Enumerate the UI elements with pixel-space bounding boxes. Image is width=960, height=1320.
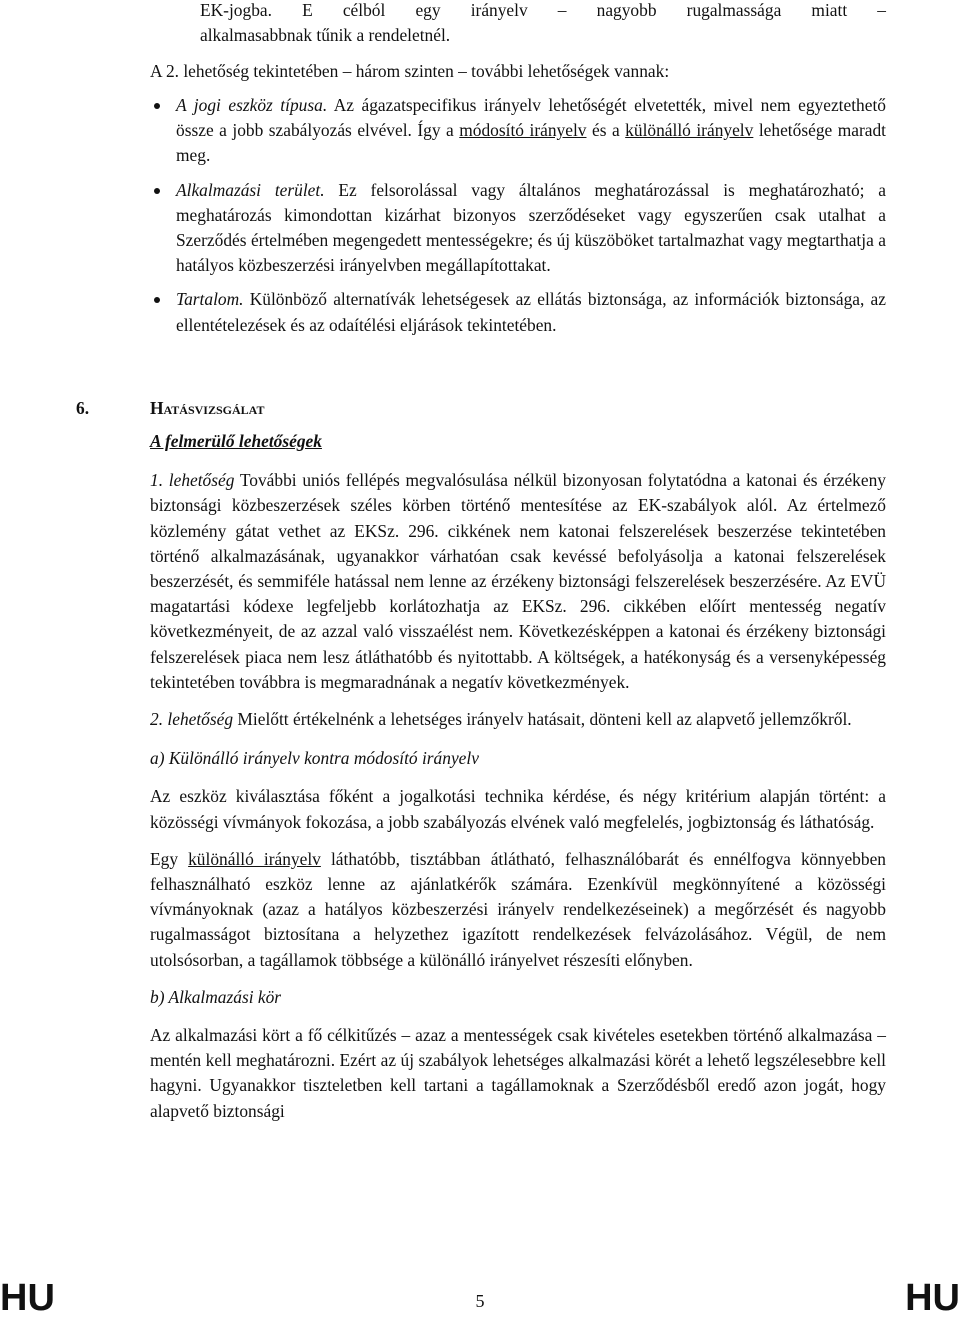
footer-language-right: HU xyxy=(905,1277,960,1319)
option-2-lead: 2. lehetőség xyxy=(150,709,234,730)
term-separate-directive: különálló irányelv xyxy=(625,120,754,141)
list-item-lead: A jogi eszköz típusa. xyxy=(176,95,328,115)
option-1-lead: 1. lehetőség xyxy=(150,470,235,491)
options-lead: A 2. lehetőség tekintetében – három szinten – további lehetőségek vannak: xyxy=(150,61,670,81)
list-item-lead: Alkalmazási terület. xyxy=(176,179,325,200)
section-title: Hatásvizsgálat xyxy=(150,398,265,418)
list-item-scope: Alkalmazási terület. Ez felsorolással vagy általános meghatározással is meghatározható; a meghatározás kimondottan kizárhat bizonyos szerződéseket vagy egyszerűen csak utalhat a Szerződés értelmében megengedett mentességekre; és új küszöböket tartalmazhat vagy megtarthatja a hatályos közbeszerzési irányelvben megállapítottakat. xyxy=(176,178,886,279)
intro-line-1: EK-jogba. E célból egy irányelv – nagyobb rugalmassága miatt – xyxy=(200,0,886,20)
section-body xyxy=(150,425,886,1124)
part-b-heading: b) Alkalmazási kör xyxy=(150,986,282,1007)
option-2-paragraph: 2. lehetőség Mielőtt értékelnénk a lehetséges irányelv hatásait, dönteni kell az alapvető jellemzőkről. xyxy=(150,709,852,730)
list-item-legal-instrument: A jogi eszköz típusa. Az ágazatspecifikus irányelv lehetőségét elvetették, mivel nem egyeztethető össze a jobb szabályozás elvével. Így a módosító irányelv és a különálló irányelv lehetősége maradt meg. xyxy=(176,93,886,169)
section-subheading: A felmerülő lehetőségek xyxy=(150,431,322,451)
options-list xyxy=(176,84,886,338)
part-a-heading: a) Különálló irányelv kontra módosító irányelv xyxy=(150,748,479,769)
part-a-paragraph-1: Az eszköz kiválasztása főként a jogalkotási technika kérdése, és négy kritérium alapján történt: a közösségi vívmányok fokozása, a jobb szabályozás elvének való megfelelés, jogbiztonság és láthatóság. xyxy=(150,786,886,832)
list-item-content: Tartalom. Különböző alternatívák lehetségesek az ellátás biztonsága, az információk biztonsága, az ellentételezések és az odaítélési eljárások tekintetében. xyxy=(176,287,886,337)
part-a-paragraph-2: Egy különálló irányelv láthatóbb, tisztábban átlátható, felhasználóbarát és ennélfogva könnyebben felhasználható eszköz lenne az ajánlatkérők számára. Ezenkívül megkönnyítené a közösségi vívmányoknak (azaz a hatályos közbeszerzési irányelv rendelkezéseinek) a megőrzését és nagyobb rugalmasságot biztosítana a helyzethez igazított rendelkezések felvázolásához. Végül, de nem utolsósorban, a tagállamok többsége a különálló irányelvet részesíti előnyben. xyxy=(150,848,886,970)
page-number: 5 xyxy=(475,1291,485,1311)
part-b-paragraph-1: Az alkalmazási kört a fő célkitűzés – azaz a mentességek csak kivételes esetekben történő alkalmazása – mentén kell meghatározni. Ezért az új szabályok lehetséges alkalmazási körét a lehető legszélesebbre kell hagyni. Ugyanakkor tiszteletben kell tartani a tagállamoknak a Szerződésből eredő azon jogát, hogy alapvető biztonsági xyxy=(150,1025,886,1121)
section-heading xyxy=(76,398,264,419)
list-item-lead: Tartalom. xyxy=(176,289,244,310)
option-1-paragraph: 1. lehetőség További uniós fellépés megvalósulása nélkül bizonyosan folytatódna a katonai és érzékeny biztonsági közbeszerzések széles körben történő mentesítése az EK-szabályok alól. Az értelmező közlemény gátat vethet az EKSz. 296. cikkének nem katonai felszerelések beszerzése tekintetében történő alkalmazásának, ugyanakkor várhatóan csak kevéssé befolyásolja a katonai felszerelések beszerzését, és semmiféle hatással nem lenne az érzékeny biztonsági felszerelések beszerzésére. Az EVÜ magatartási kódexe legfeljebb korlátozhatja az EKSz. 296. cikkében előírt mentesség negatív következményeit, de az azzal való visszaélést nem. Következésképpen a katonai és érzékeny biztonsági felszerelések piaca nem lesz átláthatóbb és nyitottabb. A költségek, a hatékonyság és a versenyképesség tekintetében továbbra is megmaradnának a negatív következmények. xyxy=(150,470,886,692)
footer-language-left: HU xyxy=(0,1277,55,1319)
term-amending-directive: módosító irányelv xyxy=(459,120,587,141)
section-number: 6. xyxy=(76,398,90,418)
term-separate-directive: különálló irányelv xyxy=(188,848,321,869)
intro-line-2: alkalmasabbnak tűnik a rendeletnél. xyxy=(200,25,451,45)
